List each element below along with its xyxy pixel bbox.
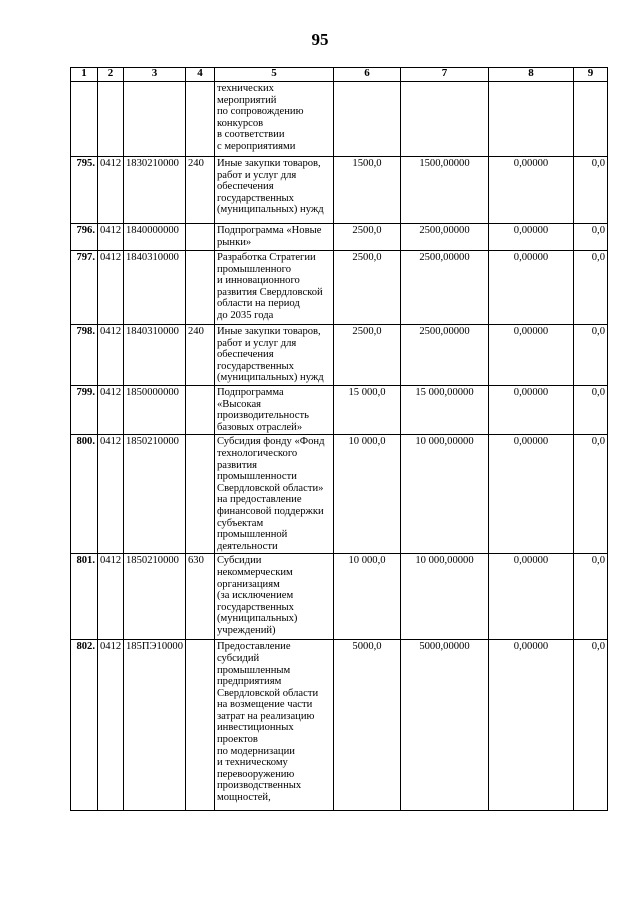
table-row	[71, 224, 608, 251]
section-code: 0412	[98, 435, 124, 554]
amount-col-7	[401, 82, 489, 157]
amount-col-6: 2500,0	[334, 224, 401, 251]
amount-col-6: 5000,0	[334, 640, 401, 811]
amount-col-6: 10 000,0	[334, 435, 401, 554]
amount-col-8: 0,00000	[489, 251, 574, 325]
item-name: технических мероприятий по сопровождению конкурсов в соответствии с мероприятиями	[215, 82, 334, 157]
header-col-4: 4	[186, 68, 215, 82]
section-code: 0412	[98, 251, 124, 325]
table-row	[71, 435, 608, 554]
expense-type-code	[186, 435, 215, 554]
target-code: 1840310000	[124, 325, 186, 386]
row-number: 798.	[71, 325, 98, 386]
row-number: 802.	[71, 640, 98, 811]
table-row	[71, 157, 608, 224]
row-number	[71, 82, 98, 157]
header-col-8: 8	[489, 68, 574, 82]
table-row	[71, 640, 608, 811]
amount-col-9: 0,0	[574, 640, 608, 811]
row-number: 797.	[71, 251, 98, 325]
expense-type-code: 630	[186, 554, 215, 640]
amount-col-6: 2500,0	[334, 325, 401, 386]
row-number: 799.	[71, 386, 98, 435]
amount-col-6: 15 000,0	[334, 386, 401, 435]
table-header-row	[71, 68, 608, 82]
target-code: 185ПЭ10000	[124, 640, 186, 811]
item-name: Подпрограмма «Высокая производительность базовых отраслей»	[215, 386, 334, 435]
amount-col-9: 0,0	[574, 554, 608, 640]
expense-type-code: 240	[186, 157, 215, 224]
header-col-2: 2	[98, 68, 124, 82]
amount-col-8: 0,00000	[489, 435, 574, 554]
item-name: Субсидия фонду «Фонд технологического развития промышленности Свердловской области» на предоставление финансовой поддержки субъектам промышленной деятельности	[215, 435, 334, 554]
section-code: 0412	[98, 325, 124, 386]
target-code: 1850000000	[124, 386, 186, 435]
amount-col-7: 10 000,00000	[401, 554, 489, 640]
header-col-6: 6	[334, 68, 401, 82]
amount-col-9: 0,0	[574, 386, 608, 435]
item-name: Предоставление субсидий промышленным предприятиям Свердловской области на возмещение части затрат на реализацию инвестиционных проектов по модернизации и техническому перевооружению производственных мощностей,	[215, 640, 334, 811]
target-code: 1840310000	[124, 251, 186, 325]
expense-type-code	[186, 224, 215, 251]
section-code: 0412	[98, 157, 124, 224]
amount-col-7: 15 000,00000	[401, 386, 489, 435]
table-row	[71, 82, 608, 157]
table-row	[71, 251, 608, 325]
amount-col-7: 10 000,00000	[401, 435, 489, 554]
section-code: 0412	[98, 640, 124, 811]
item-name: Подпрограмма «Новые рынки»	[215, 224, 334, 251]
item-name: Субсидии некоммерческим организациям (за исключением государственных (муниципальных) учреждений)	[215, 554, 334, 640]
section-code: 0412	[98, 224, 124, 251]
amount-col-6: 10 000,0	[334, 554, 401, 640]
amount-col-8: 0,00000	[489, 325, 574, 386]
amount-col-7: 2500,00000	[401, 251, 489, 325]
section-code: 0412	[98, 554, 124, 640]
row-number: 801.	[71, 554, 98, 640]
table-row	[71, 386, 608, 435]
amount-col-9: 0,0	[574, 224, 608, 251]
section-code	[98, 82, 124, 157]
row-number: 795.	[71, 157, 98, 224]
amount-col-7: 1500,00000	[401, 157, 489, 224]
amount-col-8: 0,00000	[489, 640, 574, 811]
item-name: Иные закупки товаров, работ и услуг для обеспечения государственных (муниципальных) нужд	[215, 157, 334, 224]
amount-col-6: 2500,0	[334, 251, 401, 325]
item-name: Разработка Стратегии промышленного и инновационного развития Свердловской области на период до 2035 года	[215, 251, 334, 325]
expense-type-code	[186, 251, 215, 325]
item-name: Иные закупки товаров, работ и услуг для обеспечения государственных (муниципальных) нужд	[215, 325, 334, 386]
amount-col-8: 0,00000	[489, 157, 574, 224]
header-col-1: 1	[71, 68, 98, 82]
amount-col-9: 0,0	[574, 157, 608, 224]
target-code: 1840000000	[124, 224, 186, 251]
amount-col-9: 0,0	[574, 251, 608, 325]
header-col-9: 9	[574, 68, 608, 82]
section-code: 0412	[98, 386, 124, 435]
target-code: 1850210000	[124, 435, 186, 554]
amount-col-9	[574, 82, 608, 157]
expense-type-code	[186, 386, 215, 435]
amount-col-7: 2500,00000	[401, 325, 489, 386]
expense-type-code	[186, 640, 215, 811]
target-code: 1850210000	[124, 554, 186, 640]
expense-type-code	[186, 82, 215, 157]
amount-col-8: 0,00000	[489, 554, 574, 640]
amount-col-7: 5000,00000	[401, 640, 489, 811]
table-row	[71, 325, 608, 386]
amount-col-8: 0,00000	[489, 224, 574, 251]
budget-table	[70, 67, 608, 811]
expense-type-code: 240	[186, 325, 215, 386]
amount-col-9: 0,0	[574, 325, 608, 386]
row-number: 796.	[71, 224, 98, 251]
amount-col-7: 2500,00000	[401, 224, 489, 251]
target-code	[124, 82, 186, 157]
table-row	[71, 554, 608, 640]
page-number: 95	[311, 30, 329, 49]
target-code: 1830210000	[124, 157, 186, 224]
header-col-3: 3	[124, 68, 186, 82]
amount-col-9: 0,0	[574, 435, 608, 554]
amount-col-6	[334, 82, 401, 157]
amount-col-8: 0,00000	[489, 386, 574, 435]
row-number: 800.	[71, 435, 98, 554]
amount-col-8	[489, 82, 574, 157]
header-col-7: 7	[401, 68, 489, 82]
header-col-5: 5	[215, 68, 334, 82]
amount-col-6: 1500,0	[334, 157, 401, 224]
